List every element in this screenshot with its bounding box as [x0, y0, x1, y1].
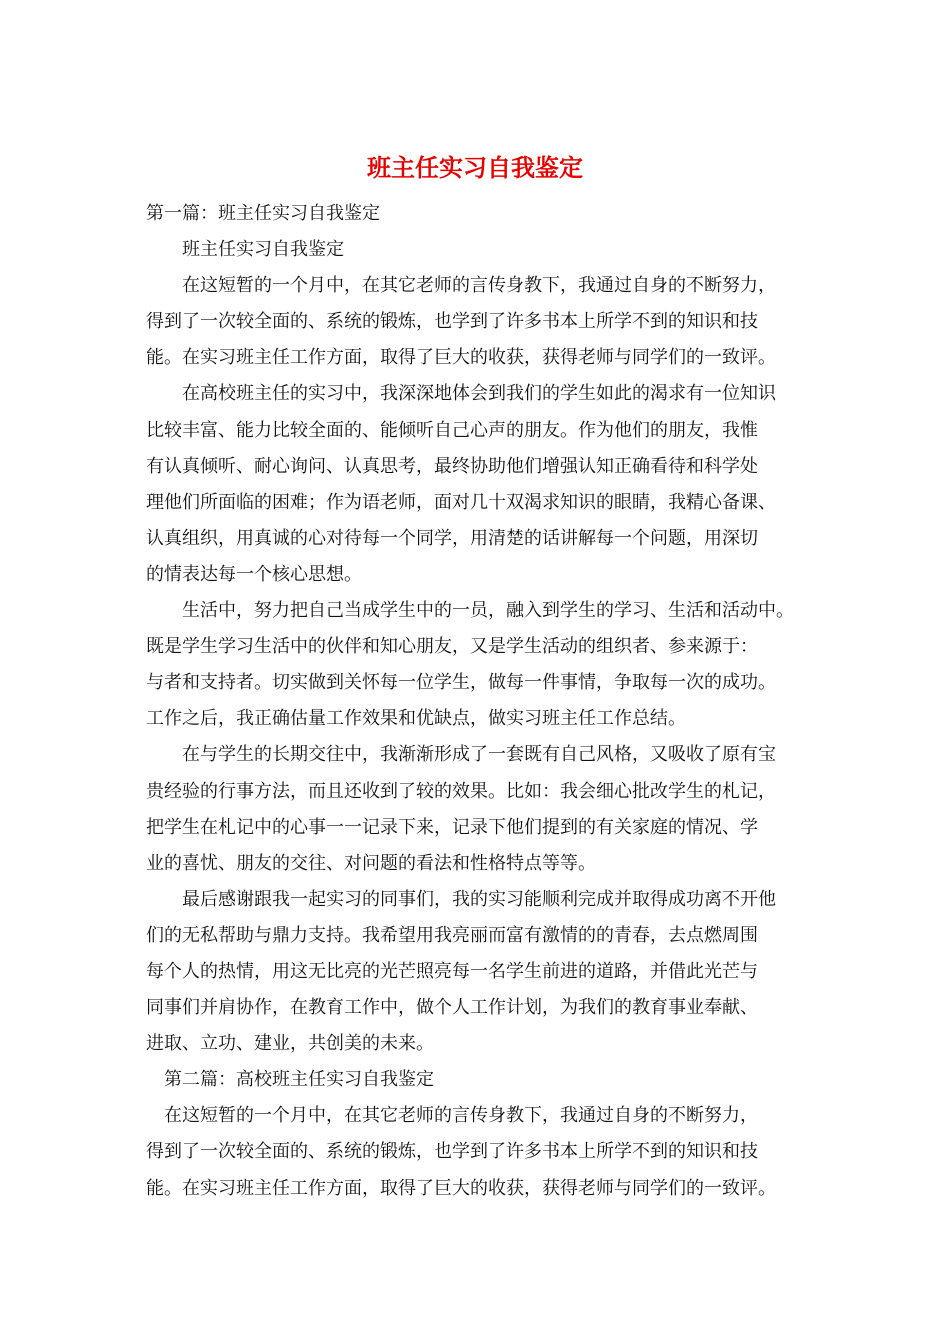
text-line: 最后感谢跟我一起实习的同事们，我的实习能顺利完成并取得成功离不开他 [146, 888, 776, 910]
text-line: 能。在实习班主任工作方面，取得了巨大的收获，获得老师与同学们的一致评。 [146, 347, 776, 369]
text-line: 比较丰富、能力比较全面的、能倾听自己心声的朋友。作为他们的朋友，我惟 [146, 419, 758, 441]
section-heading-1: 第一篇：班主任实习自我鉴定 [146, 203, 380, 224]
text-line: 贵经验的行事方法，而且还收到了较的效果。比如：我会细心批改学生的札记， [146, 780, 776, 802]
text-line: 认真组织，用真诚的心对待每一个同学，用清楚的话讲解每一个问题，用深切 [146, 527, 758, 549]
text-line: 得到了一次较全面的、系统的锻炼，也学到了许多书本上所学不到的知识和技 [146, 311, 758, 333]
text-line: 在与学生的长期交往中，我渐渐形成了一套既有自己风格，又吸收了原有宝 [146, 744, 776, 766]
text-line: 业的喜忧、朋友的交往、对问题的看法和性格特点等等。 [146, 852, 596, 874]
text-line: 在这短暂的一个月中，在其它老师的言传身教下，我通过自身的不断努力， [146, 275, 776, 297]
section-heading-2: 第二篇：高校班主任实习自我鉴定 [146, 1069, 434, 1091]
text-line: 在高校班主任的实习中，我深深地体会到我们的学生如此的渴求有一位知识 [146, 383, 776, 405]
text-line: 把学生在札记中的心事一一记录下来，记录下他们提到的有关家庭的情况、学 [146, 816, 758, 838]
text-line: 的情表达每一个核心思想。 [146, 563, 362, 585]
text-line: 理他们所面临的困难；作为语老师，面对几十双渴求知识的眼睛，我精心备课、 [146, 491, 776, 513]
text-line: 与者和支持者。切实做到关怀每一位学生，做每一件事情，争取每一次的成功。 [146, 672, 776, 694]
text-line: 有认真倾听、耐心询问、认真思考，最终协助他们增强认知正确看待和科学处 [146, 455, 758, 477]
document-body [146, 196, 836, 1207]
text-line: 每个人的热情，用这无比亮的光芒照亮每一名学生前进的道路，并借此光芒与 [146, 960, 758, 982]
text-line: 们的无私帮助与鼎力支持。我希望用我亮丽而富有激情的的青春，去点燃周围 [146, 924, 758, 946]
text-line: 能。在实习班主任工作方面，取得了巨大的收获，获得老师与同学们的一致评。 [146, 1177, 776, 1199]
text-line: 同事们并肩协作，在教育工作中，做个人工作计划，为我们的教育事业奉献、 [146, 997, 758, 1019]
document-title: 班主任实习自我鉴定 [367, 153, 583, 182]
text-line: 既是学生学习生活中的伙伴和知心朋友，又是学生活动的组织者、参来源于： [146, 636, 758, 658]
text-line: 进取、立功、建业，共创美的未来。 [146, 1033, 434, 1055]
text-line: 得到了一次较全面的、系统的锻炼，也学到了许多书本上所学不到的知识和技 [146, 1141, 758, 1163]
text-line: 生活中，努力把自己当成学生中的一员，融入到学生的学习、生活和活动中。 [146, 600, 794, 622]
text-line: 工作之后，我正确估量工作效果和优缺点，做实习班主任工作总结。 [146, 708, 686, 730]
subheading: 班主任实习自我鉴定 [146, 239, 344, 261]
text-line: 在这短暂的一个月中，在其它老师的言传身教下，我通过自身的不断努力， [146, 1105, 758, 1127]
